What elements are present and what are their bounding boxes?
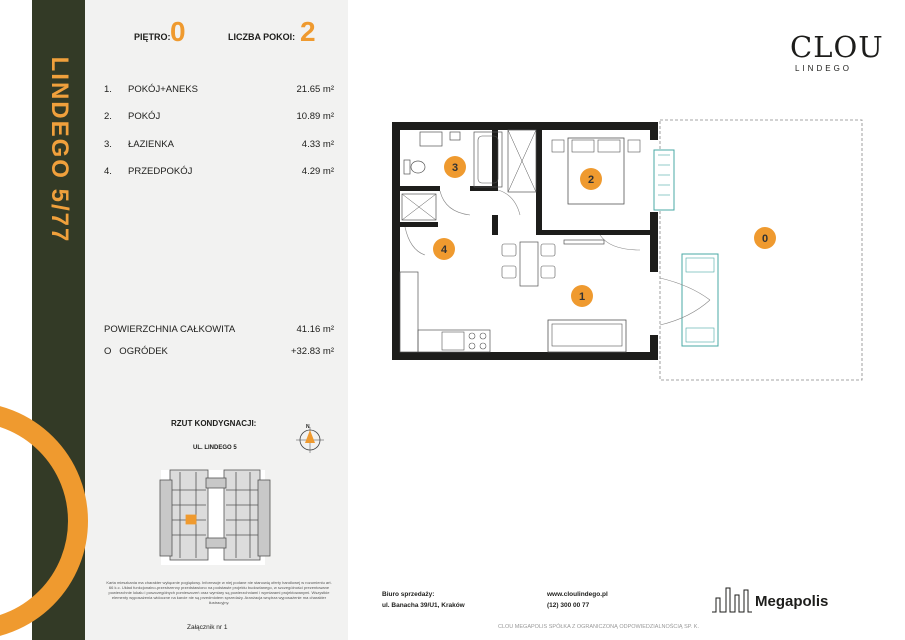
garden-label: O OGRÓDEK [104, 346, 168, 357]
room-marker-label: 3 [451, 162, 459, 174]
total-area-value: 41.16 m² [296, 324, 334, 335]
phone-number[interactable]: (12) 300 00 77 [547, 602, 590, 609]
room-number: 4. [104, 166, 112, 177]
room-number: 1. [104, 84, 112, 95]
floor-plan-label: RZUT KONDYGNACJI: [171, 419, 257, 428]
apartment-title: LINDEGO 5/77 [45, 56, 73, 244]
sales-office-address: ul. Banacha 39/U1, Kraków [382, 602, 465, 609]
room-name: ŁAZIENKA [128, 139, 174, 150]
floor-label: PIĘTRO: [134, 32, 171, 42]
room-name: POKÓJ+ANEKS [128, 84, 198, 95]
megapolis-skyline-icon [712, 588, 752, 612]
floor-plan [392, 120, 862, 380]
rooms-label: LICZBA POKOI: [228, 32, 296, 42]
room-marker [444, 156, 466, 178]
floor-value: 0 [170, 16, 186, 47]
room-name: PRZEDPOKÓJ [128, 166, 193, 177]
website-link[interactable]: www.cloulindego.pl [547, 591, 608, 598]
disclaimer: Karta mieszkania ma charakter wyłącznie poglądowy. Informacje w niej podane nie stanowią oferty handlowej w rozumieniu art. 66 k.c. Układ funkcjonalno-przestrzenny przedstawiono na podstawie projektu budowlanego, w szczególności prezentowane powierzchnie lokalu i poszczególnych pomieszczeń oraz wymiary są powierzchniami i wymiarami projektowanymi. Wszystkie elementy wyposażenia widoczne na karcie nie są przedmiotem sprzedaży. Aranżacja wnętrza wyposażenie ma charakter ilustracyjny. [106, 580, 332, 605]
street-label: UL. LINDEGO 5 [193, 445, 237, 451]
room-marker [571, 285, 593, 307]
garden-value: +32.83 m² [290, 346, 334, 357]
room-area: 4.33 m² [301, 139, 334, 150]
room-marker-label: 2 [587, 174, 595, 186]
megapolis-logo: Megapolis [755, 593, 829, 610]
attachment-label: Załącznik nr 1 [187, 624, 228, 631]
clou-logo: CLOU [790, 30, 884, 64]
room-marker [754, 227, 776, 249]
site-plan-thumbnail [160, 470, 270, 565]
room-area: 4.29 m² [301, 166, 334, 177]
room-number: 2. [104, 111, 112, 122]
room-marker [580, 168, 602, 190]
room-marker [433, 238, 455, 260]
total-area-label: POWIERZCHNIA CAŁKOWITA [104, 324, 236, 335]
room-marker-label: 1 [578, 291, 586, 303]
room-name: POKÓJ [128, 111, 161, 122]
room-number: 3. [104, 139, 112, 150]
sales-office-label: Biuro sprzedaży: [382, 591, 435, 598]
company-name: CLOU MEGAPOLIS SPÓŁKA Z OGRANICZONĄ ODPOWIEDZIALNOŚCIĄ SP. K. [498, 624, 699, 630]
room-area: 10.89 m² [296, 111, 334, 122]
clou-logo-sub: LINDEGO [795, 64, 853, 73]
room-marker-label: 0 [761, 233, 769, 245]
room-marker-label: 4 [440, 244, 448, 256]
north-compass [296, 427, 324, 453]
room-area: 21.65 m² [296, 84, 334, 95]
rooms-value: 2 [300, 16, 316, 47]
north-label: N [306, 424, 310, 430]
